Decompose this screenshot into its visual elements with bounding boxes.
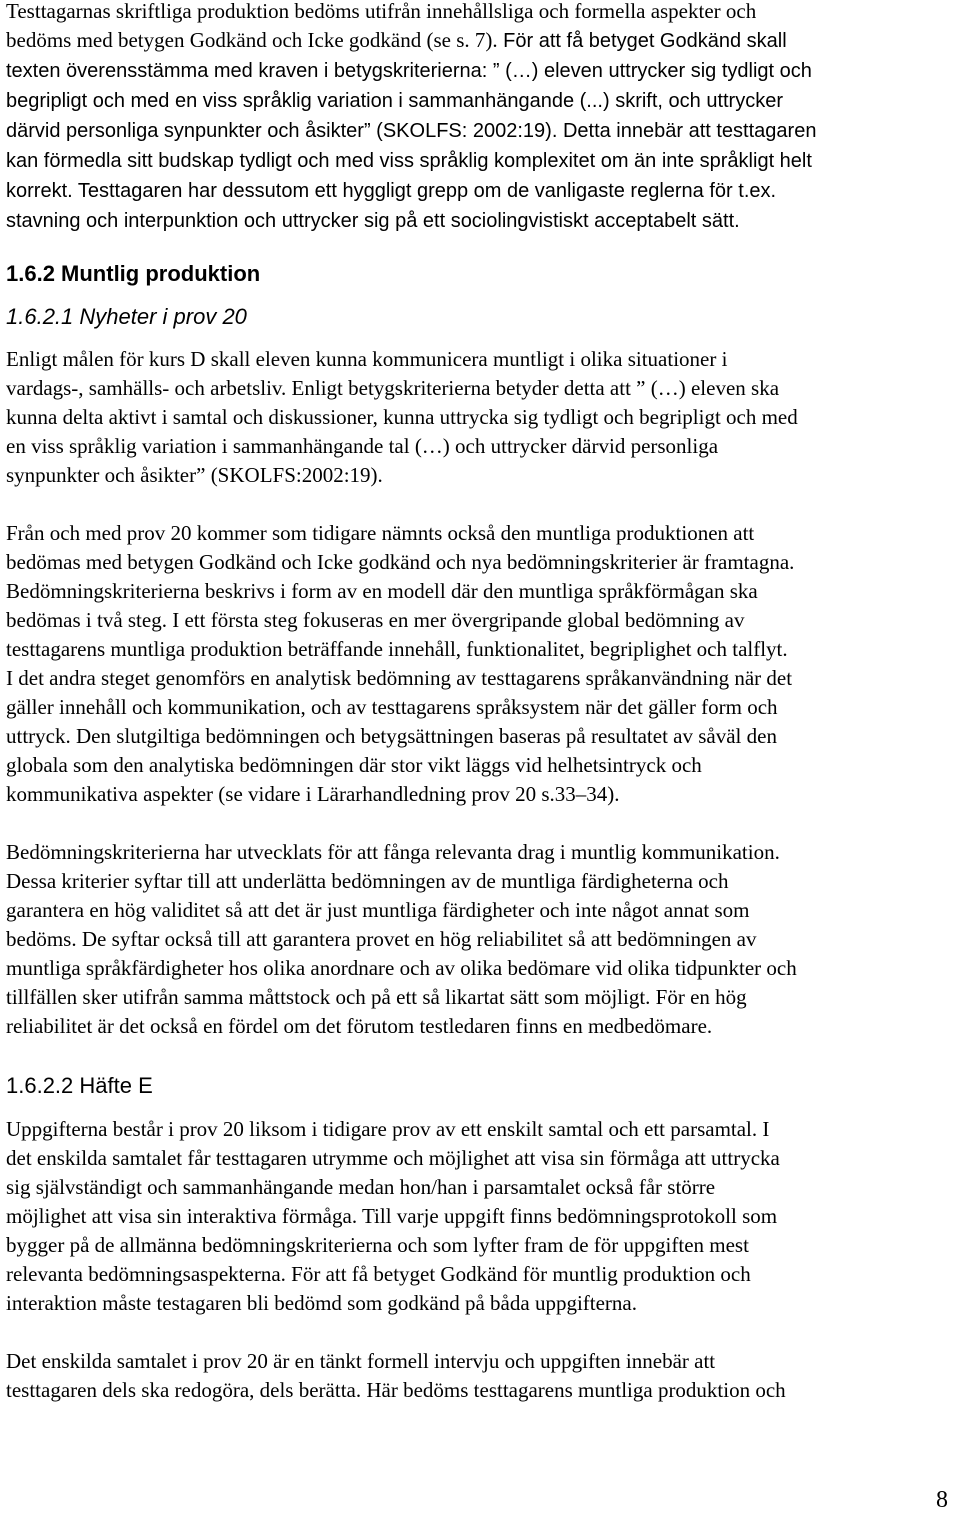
paragraph-grading-written-sans: För att få betyget Godkänd skall texten överensstämma med kraven i betygskriterierna: ” (…) eleven uttrycker sig tydligt och begripligt och med en viss språklig variation i sammanhängande (...) skrift, och uttrycker därvid personliga synpunkter och åsikter” (SKOLFS: 2002:19). Detta innebär att testtagaren kan förmedla sitt budskap tydligt och med viss språklig komplexitet om än inte språkligt helt korrekt. Testtagaren har dessutom ett hyggligt grepp om de vanligaste reglerna för t.ex. stavning och interpunktion och uttrycker sig på ett sociolingvistiskt acceptabelt sätt. [6, 30, 817, 232]
paragraph-tasks: Uppgifterna består i prov 20 liksom i tidigare prov av ett enskilt samtal och ett parsamtal. I det enskilda samtalet får testtagaren utrymme och möjlighet att visa sin förmåga att uttrycka sig självständigt och sammanhängande medan hon/han i parsamtalet också får större möjlighet att visa sin interaktiva förmåga. Till varje uppgift finns bedömningsprotokoll som bygger på de allmänna bedömningskriterierna och som lyfter fram de för uppgiften mest relevanta bedömningsaspekterna. För att få betyget Godkänd för muntlig produktion och interaktion måste testagaren bli bedömd som godkänd på båda uppgifterna. [6, 1117, 780, 1315]
section-heading-muntlig-produktion: 1.6.2 Muntlig produktion [6, 261, 261, 286]
paragraph-grading-written [6, 0, 956, 236]
subsection-heading-nyheter: 1.6.2.1 Nyheter i prov 20 [6, 304, 247, 329]
paragraph-course-goals: Enligt målen för kurs D skall eleven kunna kommunicera muntligt i olika situationer i vardags-, samhälls- och arbetsliv. Enligt betygskriterierna betyder detta att ” (…) eleven ska kunna delta aktivt i samtal och diskussioner, kunna uttrycka sig tydligt och begripligt och med en viss språklig variation i sammanhängande tal (…) och uttrycker därvid personliga synpunkter och åsikter” (SKOLFS:2002:19). [6, 347, 798, 487]
subsection-heading-hafte-e: 1.6.2.2 Häfte E [6, 1073, 153, 1098]
paragraph-assessment-model: Från och med prov 20 kommer som tidigare nämnts också den muntliga produktionen att bedömas med betygen Godkänd och Icke godkänd och nya bedömningskriterier är framtagna. Bedömningskriterierna beskrivs i form av en modell där den muntliga språkförmågan ska bedömas i två steg. I ett första steg fokuseras en mer övergripande global bedömning av testtagarens muntliga produktion beträffande innehåll, funktionalitet, begriplighet och talflyt. I det andra steget genomförs en analytisk bedömning av testtagarens språkanvändning när det gäller innehåll och kommunikation, och av testtagarens språksystem när det gäller form och uttryck. Den slutgiltiga bedömningen och betygsättningen baseras på resultatet av såväl den globala som den analytiska bedömningen där stor vikt läggs vid helhetsintryck och kommunikativa aspekter (se vidare i Lärarhandledning prov 20 s.33–34). [6, 521, 795, 806]
paragraph-grading-written-serif: Testtagarnas skriftliga produktion bedöms utifrån innehållsliga och formella aspekter och bedöms med betygen Godkänd och Icke godkänd (se s. 7). [6, 0, 757, 52]
page-number: 8 [936, 1487, 948, 1513]
paragraph-individual-conversation: Det enskilda samtalet i prov 20 är en tänkt formell intervju och uppgiften innebär att testtagaren dels ska redogöra, dels berätta. Här bedöms testtagarens muntliga produktion och [6, 1349, 786, 1402]
paragraph-assessment-criteria: Bedömningskriterierna har utvecklats för att fånga relevanta drag i muntlig kommunikation. Dessa kriterier syftar till att underlätta bedömningen av de muntliga färdigheterna och garantera en hög validitet så att det är just muntliga färdigheter och inte något annat som bedöms. De syftar också till att garantera provet en hög reliabilitet så att bedömningen av muntliga språkfärdigheter hos olika anordnare och av olika bedömare vid olika tidpunkter och tillfällen sker utifrån samma måttstock och på ett så likartat sätt som möjligt. För en hög reliabilitet är det också en fördel om det förutom testledaren finns en medbedömare. [6, 840, 797, 1038]
document-page [6, 0, 956, 1405]
